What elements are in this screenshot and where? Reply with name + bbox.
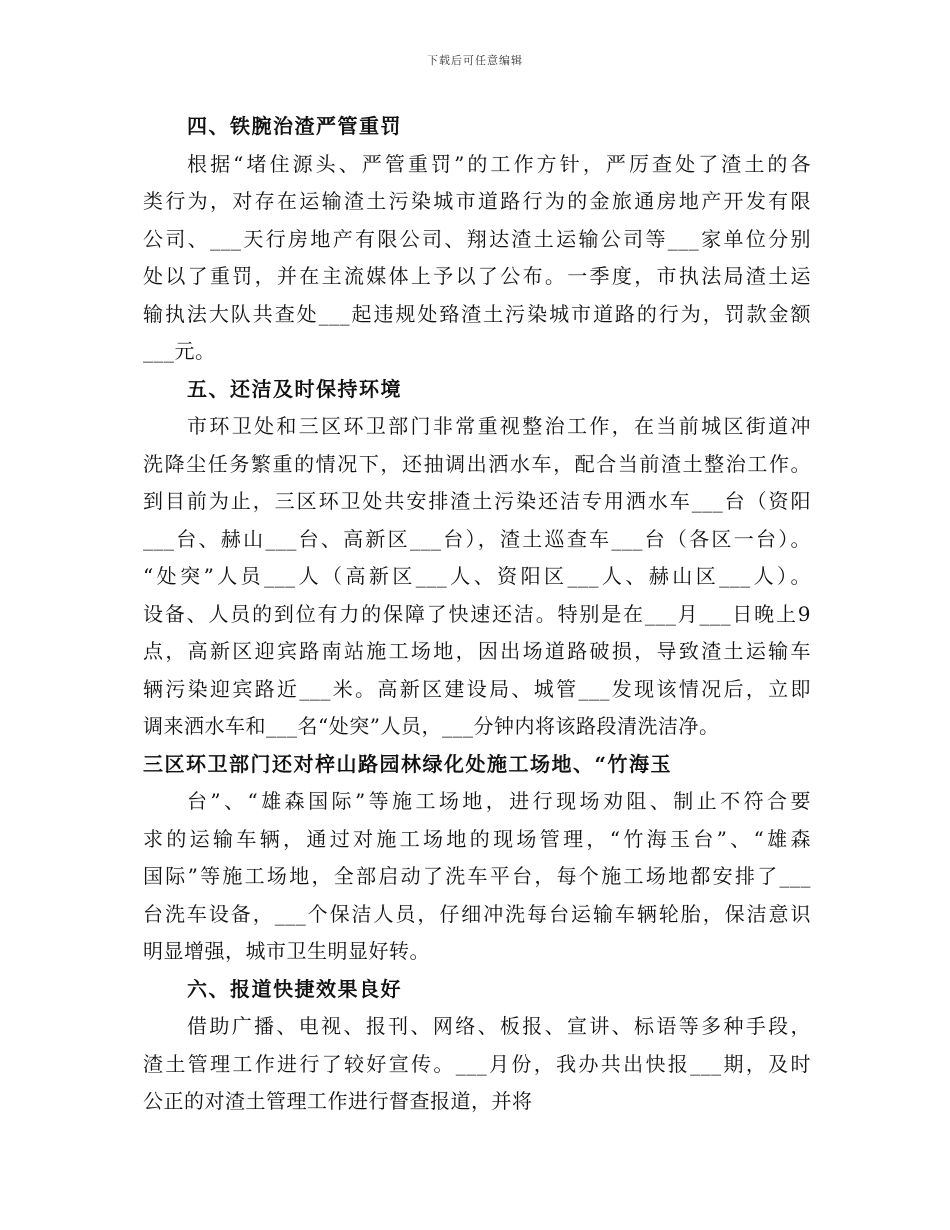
paragraph-line: 渣土管理工作进行了较好宣传。___月份，我办共出快报___期，及时 <box>143 1051 811 1076</box>
paragraph-line: 公司、___天行房地产有限公司、翔达渣土运输公司等___家单位分别 <box>143 226 811 251</box>
section-heading-4: 四、铁腕治渣严管重罚 <box>187 114 402 138</box>
section-heading-6: 六、报道快捷效果良好 <box>187 976 402 1001</box>
paragraph-line: 根据“堵住源头、严管重罚”的工作方针，严厉查处了渣土的各 <box>187 151 811 176</box>
paragraph-line: 设备、人员的到位有力的保障了快速还洁。特别是在___月___日晚上9 <box>143 601 811 626</box>
paragraph-line: 公正的对渣土管理工作进行督查报道，并将 <box>143 1089 533 1113</box>
paragraph-line: 调来洒水车和___名“处突”人员，___分钟内将该路段清洗洁净。 <box>143 714 720 738</box>
paragraph-line: 辆污染迎宾路近___米。高新区建设局、城管___发现该情况后，立即 <box>143 676 811 701</box>
document-body <box>143 108 811 1121</box>
paragraph-line: 处以了重罚，并在主流媒体上予以了公布。一季度，市执法局渣土运 <box>143 264 811 288</box>
paragraph-line: 市环卫处和三区环卫部门非常重视整治工作，在当前城区街道冲 <box>187 414 811 438</box>
paragraph-line: 台”、“雄森国际”等施工场地，进行现场劝阻、制止不符合要 <box>187 789 811 813</box>
paragraph-line: “处突”人员___人（高新区___人、资阳区___人、赫山区___人）。 <box>143 564 811 588</box>
paragraph-line: 洗降尘任务繁重的情况下，还抽调出洒水车，配合当前渣土整治工作。 <box>143 451 811 476</box>
paragraph-line: ___台、赫山___台、高新区___台），渣土巡查车___台（各区一台）。 <box>143 526 811 551</box>
paragraph-line: 到目前为止，三区环卫处共安排渣土污染还洁专用洒水车___台（资阳 <box>143 489 811 513</box>
paragraph-line: 国际”等施工场地，全部启动了洗车平台，每个施工场地都安排了___ <box>143 864 811 888</box>
paragraph-line: 台洗车设备，___个保洁人员，仔细冲洗每台运输车辆轮胎，保洁意识 <box>143 901 811 926</box>
section-heading-5: 五、还洁及时保持环境 <box>187 376 402 401</box>
paragraph-line: 点，高新区迎宾路南站施工场地，因出场道路破损，导致渣土运输车 <box>143 639 811 663</box>
bold-lead-line: 三区环卫部门还对梓山路园林绿化处施工场地、“竹海玉 <box>143 751 673 776</box>
paragraph-line: 输执法大队共查处___起违规处臵渣土污染城市道路的行为，罚款金额 <box>143 301 811 326</box>
paragraph-line: 借助广播、电视、报刊、网络、板报、宣讲、标语等多种手段， <box>187 1014 811 1038</box>
page-header-note: 下载后可任意编辑 <box>427 54 523 67</box>
paragraph-line: 类行为，对存在运输渣土污染城市道路行为的金旅通房地产开发有限 <box>143 189 811 213</box>
paragraph-line: 明显增强，城市卫生明显好转。 <box>143 939 430 963</box>
paragraph-line: ___元。 <box>143 339 216 363</box>
paragraph-line: 求的运输车辆，通过对施工场地的现场管理，“竹海玉台”、“雄森 <box>143 826 811 851</box>
